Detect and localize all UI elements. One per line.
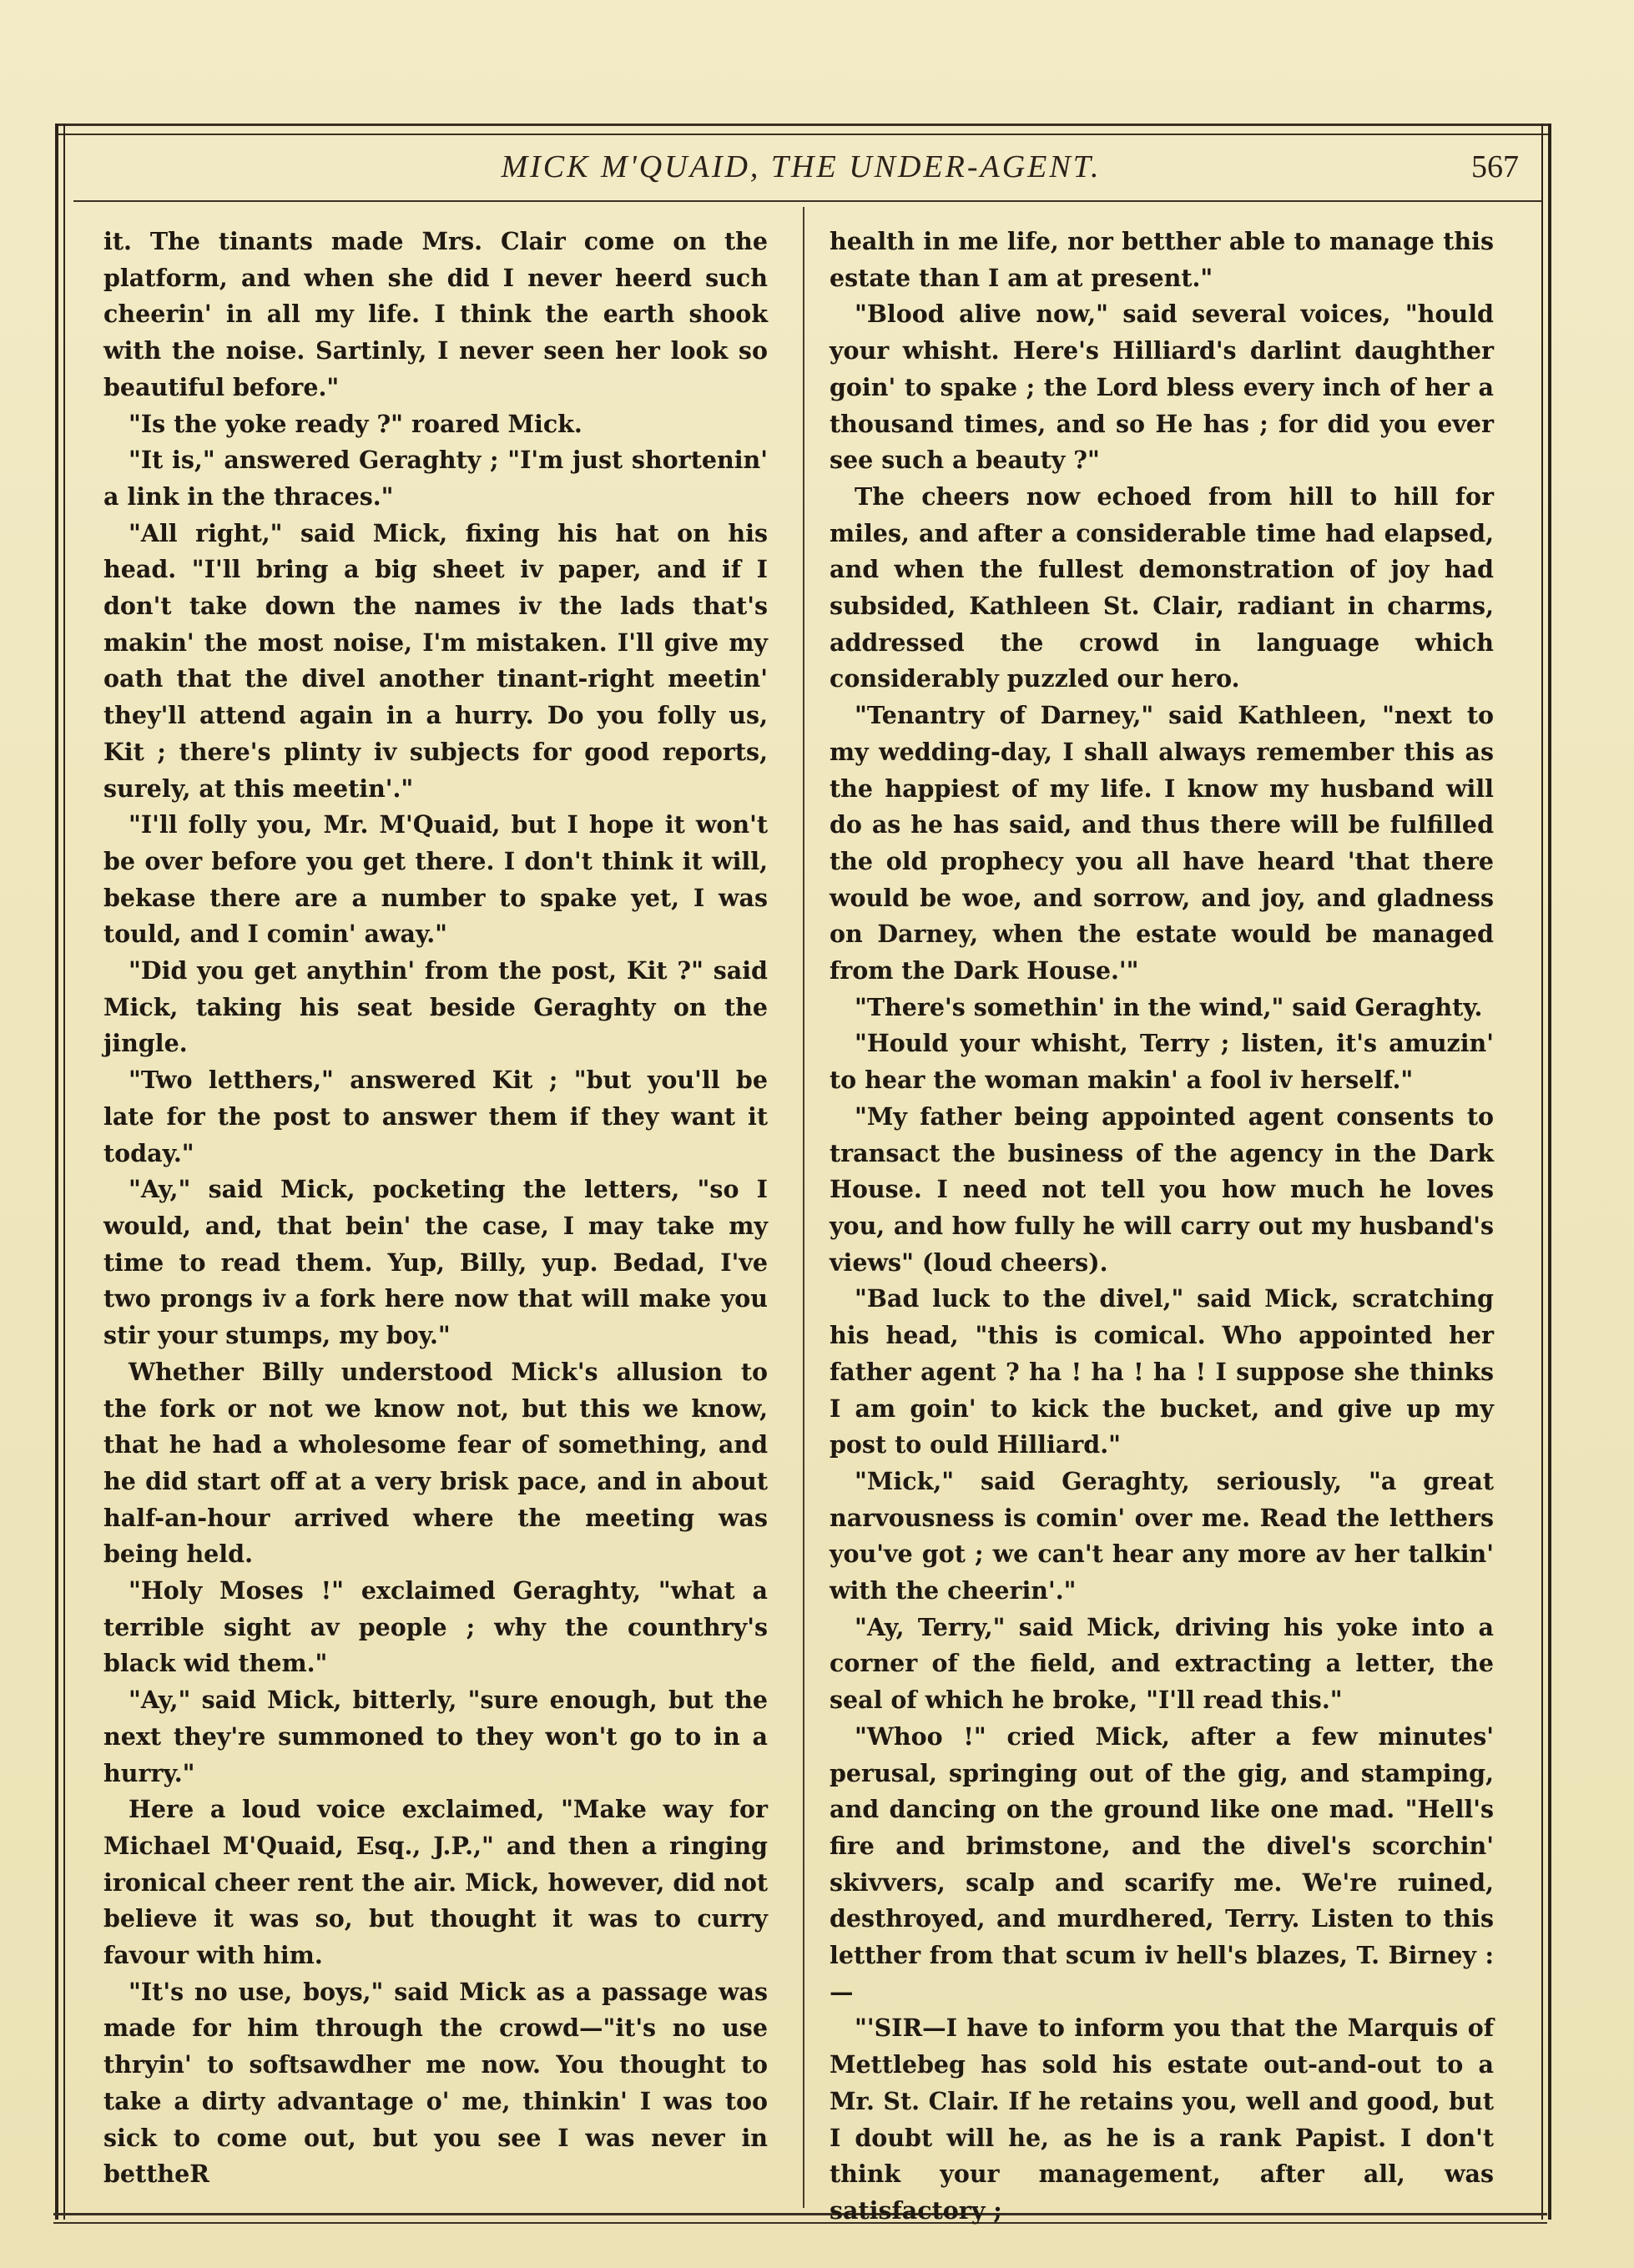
page-number: 567 bbox=[1471, 149, 1519, 184]
paragraph: "I'll folly you, Mr. M'Quaid, but I hope it won't be over before you get there. I don't think it will, bekase there are a number to spake yet, I was tould, and I comin' away." bbox=[103, 810, 768, 949]
paragraph: "Blood alive now," said several voices, "hould your whisht. Here's Hilliard's darlint daughther goin' to spake ; the Lord bless every inch of her a thousand times, and so He has ; for did you ever see such a beauty ?" bbox=[830, 300, 1494, 475]
paragraph: "Hould your whisht, Terry ; listen, it's amuzin' to hear the woman makin' a fool iv herself." bbox=[830, 1029, 1494, 1095]
right-border-rule bbox=[1541, 123, 1551, 2220]
paragraph: "Holy Moses !" exclaimed Geraghty, "what a terrible sight av people ; why the counthry's black wid them." bbox=[103, 1576, 768, 1678]
paragraph: "'SIR—I have to inform you that the Marquis of Mettlebeg has sold his estate out-and-out to a Mr. St. Clair. If he retains you, well and good, but I doubt will he, as he is a rank Papist. I don't think your management, after all, was satisfactory ; bbox=[830, 2013, 1494, 2225]
paragraph: "Ay," said Mick, bitterly, "sure enough, but the next they're summoned to they won't go to in a hurry." bbox=[103, 1686, 768, 1787]
paragraph: "Is the yoke ready ?" roared Mick. bbox=[129, 409, 582, 438]
paragraph: "Whoo !" cried Mick, after a few minutes' perusal, springing out of the gig, and stamping, and dancing on the ground like one mad. "Hell's fire and brimstone, and the divel's scorchin' skivvers, scalp and scarify me. We're ruined, desthroyed, and murdhered, Terry. Listen to this letther from that scum iv hell's blazes, T. Birney :— bbox=[830, 1721, 1494, 2006]
paragraph: "It's no use, boys," said Mick as a passage was made for him through the crowd—"it's no use thryin' to softsawdher me now. You thought to take a dirty advantage o' me, thinkin' I was too sick to come out, but you see I was never in bettheR bbox=[103, 1977, 768, 2189]
paragraph: health in me life, nor betther able to manage this estate than I am at present." bbox=[830, 227, 1494, 292]
top-border-rule bbox=[57, 123, 1551, 135]
left-column bbox=[103, 224, 768, 2193]
paragraph: Whether Billy understood Mick's allusion to the fork or not we know not, but this we know, that he had a wholesome fear of something, and he did start off at a very brisk pace, and in about half-an-hour arrived where the meeting was being held. bbox=[103, 1357, 768, 1569]
paragraph: "Ay," said Mick, pocketing the letters, "so I would, and, that bein' the case, I may take my time to read them. Yup, Billy, yup. Bedad, I've two prongs iv a fork here now that will make you stir your stumps, my boy." bbox=[103, 1175, 768, 1350]
header-rule bbox=[73, 200, 1542, 202]
paragraph: "Two letthers," answered Kit ; "but you'll be late for the post to answer them if they want it today." bbox=[103, 1066, 768, 1167]
paragraph: "There's somethin' in the wind," said Geraghty. bbox=[855, 992, 1483, 1021]
paragraph: "My father being appointed agent consents to transact the business of the agency in the Dark House. I need not tell you how much he loves you, and how fully he will carry out my husband's views" (loud cheers). bbox=[830, 1101, 1494, 1277]
left-border-rule bbox=[55, 123, 65, 2220]
right-column bbox=[830, 224, 1494, 2230]
paragraph: Here a loud voice exclaimed, "Make way for Michael M'Quaid, Esq., J.P.," and then a ringing ironical cheer rent the air. Mick, however, did not believe it was so, but thought it was to curry favour with him. bbox=[103, 1795, 768, 1970]
paragraph: "Did you get anythin' from the post, Kit ?" said Mick, taking his seat beside Geraghty on the jingle. bbox=[103, 956, 768, 1058]
paragraph: "Mick," said Geraghty, seriously, "a great narvousness is comin' over me. Read the letthers you've got ; we can't hear any more av her talkin' with the cheerin'." bbox=[830, 1466, 1494, 1605]
paragraph: "Ay, Terry," said Mick, driving his yoke into a corner of the field, and extracting a letter, the seal of which he broke, "I'll read this." bbox=[830, 1612, 1494, 1715]
paragraph: "It is," answered Geraghty ; "I'm just shortenin' a link in the thraces." bbox=[103, 446, 768, 511]
paragraph: it. The tinants made Mrs. Clair come on the platform, and when she did I never heerd such cheerin' in all my life. I think the earth shook with the noise. Sartinly, I never seen her look so beautiful before." bbox=[103, 227, 768, 401]
running-head bbox=[83, 149, 1519, 199]
paragraph: "Tenantry of Darney," said Kathleen, "next to my wedding-day, I shall always remember this as the happiest of my life. I know my husband will do as he has said, and thus there will be fulfilled the old prophecy you all have heard 'that there would be woe, and sorrow, and joy, and gladness on Darney, when the estate would be managed from the Dark House.'" bbox=[830, 701, 1494, 985]
running-title: MICK M'QUAID, THE UNDER-AGENT. bbox=[501, 149, 1102, 184]
column-divider bbox=[803, 207, 804, 2208]
paragraph: "Bad luck to the divel," said Mick, scratching his head, "this is comical. Who appointed her father agent ? ha ! ha ! ha ! I suppose she thinks I am goin' to kick the bucket, and give up my post to ould Hilliard." bbox=[830, 1284, 1494, 1459]
paragraph: The cheers now echoed from hill to hill for miles, and after a considerable time had elapsed, and when the fullest demonstration of joy had subsided, Kathleen St. Clair, radiant in charms, addressed the crowd in language which considerably puzzled our hero. bbox=[830, 481, 1494, 693]
paragraph: "All right," said Mick, fixing his hat on his head. "I'll bring a big sheet iv paper, and if I don't take down the names iv the lads that's makin' the most noise, I'm mistaken. I'll give my oath that the divel another tinant-right meetin' they'll attend again in a hurry. Do you folly us, Kit ; there's plinty iv subjects for good reports, surely, at this meetin'." bbox=[103, 518, 768, 803]
